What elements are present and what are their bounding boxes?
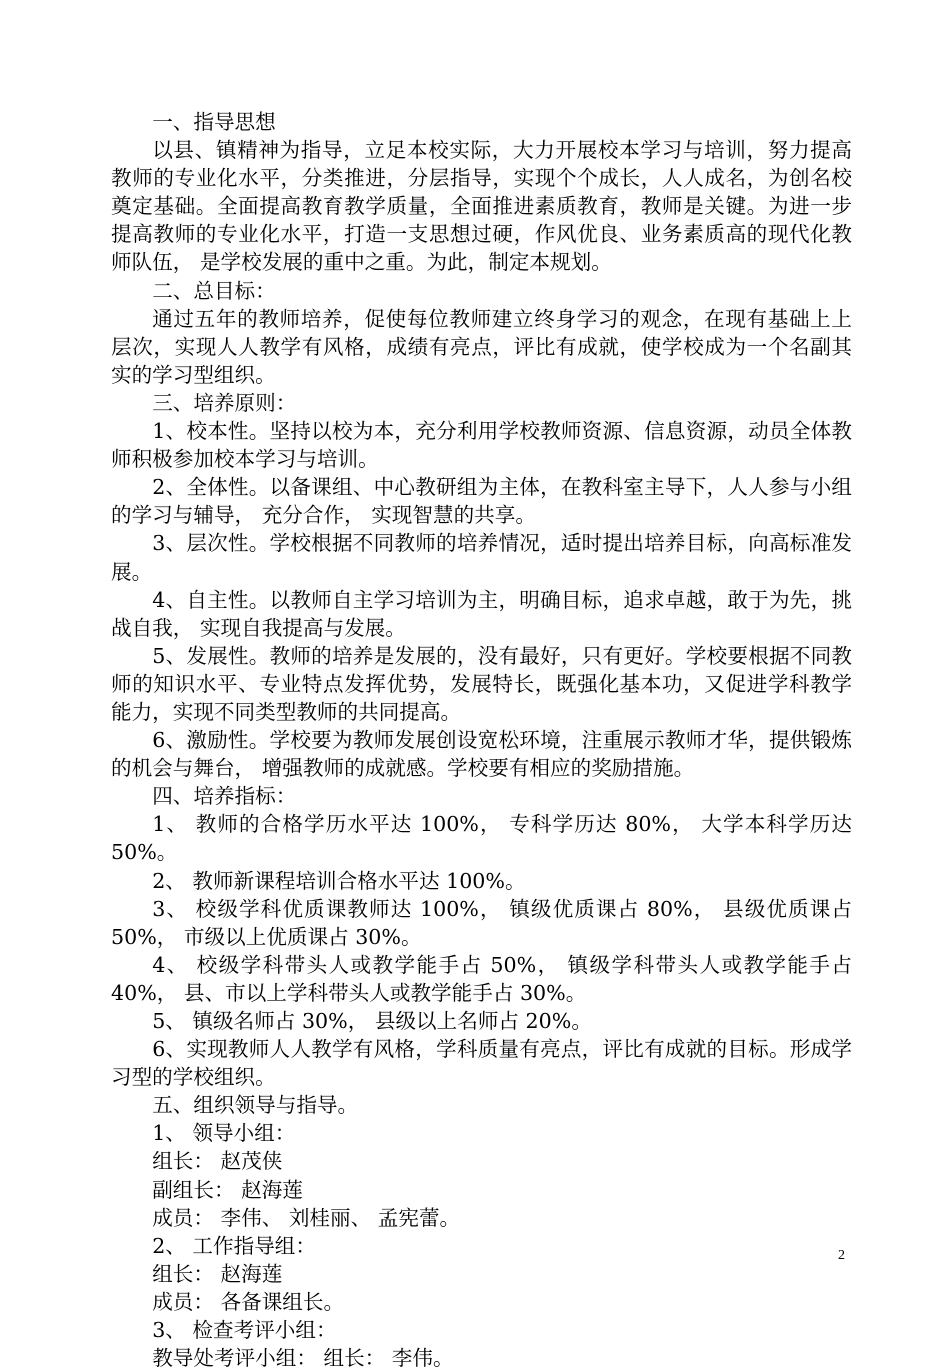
indicator-item: 3、 校级学科优质课教师达 100%， 镇级优质课占 80%， 县级优质课占 50%， 市级以上优质课占 30%。: [111, 896, 852, 949]
principle-item: 5、发展性。教师的培养是发展的，没有最好，只有更好。学校要根据不同教师的知识水平、专业特点发挥优势，发展特长，既强化基本功，又促进学科教学能力，实现不同类型教师的共同提高。: [111, 643, 852, 724]
organization-line: 1、 领导小组：: [152, 1121, 296, 1146]
indicator-item: 4、 校级学科带头人或教学能手占 50%， 镇级学科带头人或教学能手占 40%， 县、市以上学科带头人或教学能手占 30%。: [111, 952, 852, 1005]
organization-line: 成员： 各备课组长。: [152, 1289, 345, 1314]
principle-item: 3、层次性。学校根据不同教师的培养情况，适时提出培养目标，向高标准发展。: [111, 531, 852, 584]
section-heading-indicators: 四、培养指标：: [152, 784, 297, 809]
paragraph-overall-goal: 通过五年的教师培养，促使每位教师建立终身学习的观念，在现有基础上上层次，实现人人教学有风格，成绩有亮点，评比有成就，使学校成为一个名副其实的学习型组织。: [111, 306, 852, 387]
organization-line: 3、 检查考评小组：: [152, 1318, 337, 1343]
indicator-item: 2、 教师新课程培训合格水平达 100%。: [152, 868, 526, 893]
organization-line: 成员： 李伟、 刘桂丽、 孟宪蕾。: [152, 1205, 461, 1230]
section-heading-principles: 三、培养原则：: [152, 390, 297, 415]
organization-line: 组长： 赵海莲: [152, 1261, 283, 1286]
principle-item: 1、校本性。坚持以校为本，充分利用学校教师资源、信息资源，动员全体教师积极参加校本学习与培训。: [111, 419, 852, 472]
document-body: [111, 108, 852, 1372]
section-heading-organization: 五、组织领导与指导。: [152, 1093, 359, 1118]
indicator-item: 5、 镇级名师占 30%， 县级以上名师占 20%。: [152, 1009, 592, 1033]
principle-item: 4、自主性。以教师自主学习培训为主，明确目标，追求卓越，敢于为先，挑战自我， 实现自我提高与发展。: [111, 587, 852, 640]
principle-item: 6、激励性。学校要为教师发展创设宽松环境，注重展示教师才华，提供锻炼的机会与舞台， 增强教师的成就感。学校要有相应的奖励措施。: [111, 728, 852, 781]
section-heading-overall-goal: 二、总目标：: [152, 278, 276, 303]
principle-item: 2、全体性。以备课组、中心教研组为主体，在教科室主导下，人人参与小组的学习与辅导， 充分合作， 实现智慧的共享。: [111, 475, 852, 528]
organization-line: 2、 工作指导组：: [152, 1233, 316, 1258]
paragraph-guiding-ideology: 以县、镇精神为指导，立足本校实际，大力开展校本学习与培训，努力提高教师的专业化水平，分类推进，分层指导，实现个个成长，人人成名，为创名校奠定基础。全面提高教育教学质量，全面推进素质教育，教师是关键。为进一步提高教师的专业化水平，打造一支思想过硬，作风优良、业务素质高的现代化教师队伍， 是学校发展的重中之重。为此，制定本规划。: [111, 138, 852, 275]
organization-line: 副组长： 赵海莲: [152, 1177, 303, 1202]
indicator-item: 6、实现教师人人教学有风格，学科质量有亮点，评比有成就的目标。形成学习型的学校组织。: [111, 1037, 852, 1090]
page-number: 2: [838, 1248, 845, 1263]
organization-line: 组长： 赵茂侠: [152, 1149, 283, 1174]
indicator-item: 1、 教师的合格学历水平达 100%， 专科学历达 80%， 大学本科学历达 50%。: [111, 812, 852, 865]
organization-line: 教导处考评小组： 组长： 李伟。: [152, 1346, 454, 1371]
section-heading-guiding-ideology: 一、指导思想: [152, 110, 276, 134]
